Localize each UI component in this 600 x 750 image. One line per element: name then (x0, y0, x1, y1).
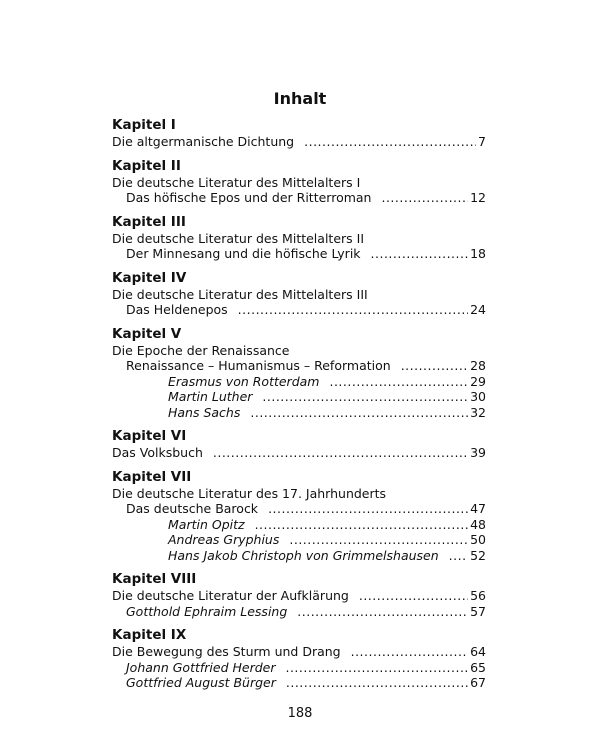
toc-entry (112, 302, 486, 318)
toc-entry-text: Das Volksbuch (112, 445, 203, 460)
toc-entry (112, 389, 486, 405)
toc-page-number: 12 (470, 190, 486, 205)
toc-entry-text: Die altgermanische Dichtung (112, 134, 295, 149)
dot-leader (401, 358, 468, 374)
chapter-section (112, 469, 486, 564)
dot-leader (268, 501, 468, 517)
toc-entry (112, 175, 486, 191)
toc-entry (112, 517, 486, 533)
dot-leader (449, 548, 468, 564)
toc-entry-text: Die Epoche der Renaissance (112, 342, 290, 358)
dot-leader (255, 517, 469, 533)
dot-leader (381, 190, 468, 206)
toc-entry-text: Johann Gottfried Herder (126, 659, 276, 675)
toc-entry (112, 343, 486, 359)
dot-leader (250, 405, 468, 421)
toc-page-number: 52 (470, 547, 486, 563)
chapter-heading: Kapitel III (112, 213, 186, 230)
chapter-heading: Kapitel IV (112, 269, 187, 286)
toc-page-number: 18 (470, 246, 486, 261)
toc-entry (112, 660, 486, 676)
toc-page-number: 65 (470, 659, 486, 675)
dot-leader (359, 588, 468, 604)
chapter-section (112, 117, 486, 150)
chapter-section (112, 571, 486, 619)
toc-entry-text: Hans Jakob Christoph von Grimmelshausen (168, 547, 439, 563)
toc-entry-text: Der Minnesang und die höfische Lyrik (126, 246, 361, 261)
toc-entry (112, 501, 486, 517)
toc-page-number: 67 (470, 675, 486, 690)
chapter-section (112, 214, 486, 262)
dot-leader (351, 644, 468, 660)
toc-entry (112, 190, 486, 206)
toc-entry-text: Die deutsche Literatur der Aufklärung (112, 588, 349, 603)
toc-entry-text: Hans Sachs (168, 404, 241, 420)
toc-entry (112, 405, 486, 421)
chapter-heading: Kapitel V (112, 325, 182, 342)
dot-leader (238, 302, 468, 318)
dot-leader (329, 374, 468, 390)
chapter-heading: Kapitel IX (112, 627, 187, 643)
toc-page-number: 57 (470, 603, 486, 619)
page-number: 188 (287, 706, 313, 721)
toc-page-number: 30 (470, 389, 486, 404)
dot-leader (371, 246, 469, 262)
toc-entry-text: Das höfische Epos und der Ritterroman (126, 190, 372, 205)
toc-page-number: 7 (478, 134, 486, 149)
dot-leader (289, 532, 468, 548)
toc-entry-text: Die Bewegung des Sturm und Drang (112, 644, 341, 659)
chapter-section (112, 326, 486, 421)
toc-entry-text: Die deutsche Literatur des Mittelalters III (112, 286, 368, 302)
toc-page-number: 64 (470, 644, 486, 659)
toc-entry-text: Erasmus von Rotterdam (168, 373, 320, 389)
toc-entry (112, 588, 486, 604)
toc-entry-text: Gottfried August Bürger (126, 675, 276, 690)
toc-entry-text: Renaissance – Humanismus – Reformation (126, 358, 391, 373)
toc-entry-text: Die deutsche Literatur des Mittelalters I (112, 174, 361, 190)
chapter-section (112, 428, 486, 461)
chapter-heading: Kapitel VI (112, 428, 187, 444)
chapter-heading: Kapitel VII (112, 468, 192, 485)
toc-entry (112, 548, 486, 564)
toc-entry-text: Andreas Gryphius (168, 532, 280, 547)
toc-entry (112, 374, 486, 390)
dot-leader (297, 604, 468, 620)
toc-entry-text: Die deutsche Literatur des 17. Jahrhunderts (112, 485, 387, 501)
chapter-heading: Kapitel II (112, 157, 181, 174)
toc-entry-text: Martin Opitz (168, 516, 245, 532)
toc-entry-text: Die deutsche Literatur des Mittelalters II (112, 230, 365, 246)
toc-page-number: 39 (470, 445, 486, 460)
toc-entry-text: Gotthold Ephraim Lessing (126, 603, 288, 619)
toc-entry (112, 246, 486, 262)
chapter-section (112, 270, 486, 318)
toc-entry-text: Das Heldenepos (126, 302, 228, 317)
toc-entry (112, 486, 486, 502)
chapter-section (112, 627, 486, 691)
chapter-section (112, 158, 486, 206)
toc-title: Inhalt (273, 89, 327, 108)
toc-page-number: 29 (470, 373, 486, 389)
toc-page-number: 32 (470, 404, 486, 420)
toc-page-number: 47 (470, 501, 486, 516)
toc-entry (112, 644, 486, 660)
dot-leader (285, 660, 468, 676)
toc-entry (112, 358, 486, 374)
chapter-heading: Kapitel I (112, 117, 176, 133)
toc-entry (112, 231, 486, 247)
toc-entry (112, 287, 486, 303)
dot-leader (213, 445, 468, 461)
toc-entry (112, 134, 486, 150)
toc-page-number: 48 (470, 516, 486, 532)
toc-page-number: 24 (470, 302, 486, 317)
toc-entry (112, 445, 486, 461)
toc-entry (112, 604, 486, 620)
toc-entry-text: Das deutsche Barock (126, 501, 259, 516)
toc-page-number: 56 (470, 588, 486, 603)
toc-entry (112, 675, 486, 691)
toc-page-number: 50 (470, 532, 486, 547)
toc-entry-text: Martin Luther (168, 389, 253, 404)
dot-leader (286, 675, 468, 691)
toc-entry (112, 532, 486, 548)
chapter-heading: Kapitel VIII (112, 571, 197, 587)
dot-leader (262, 389, 468, 405)
toc-page-number: 28 (470, 358, 486, 373)
table-of-contents (112, 117, 486, 699)
dot-leader (304, 134, 476, 150)
